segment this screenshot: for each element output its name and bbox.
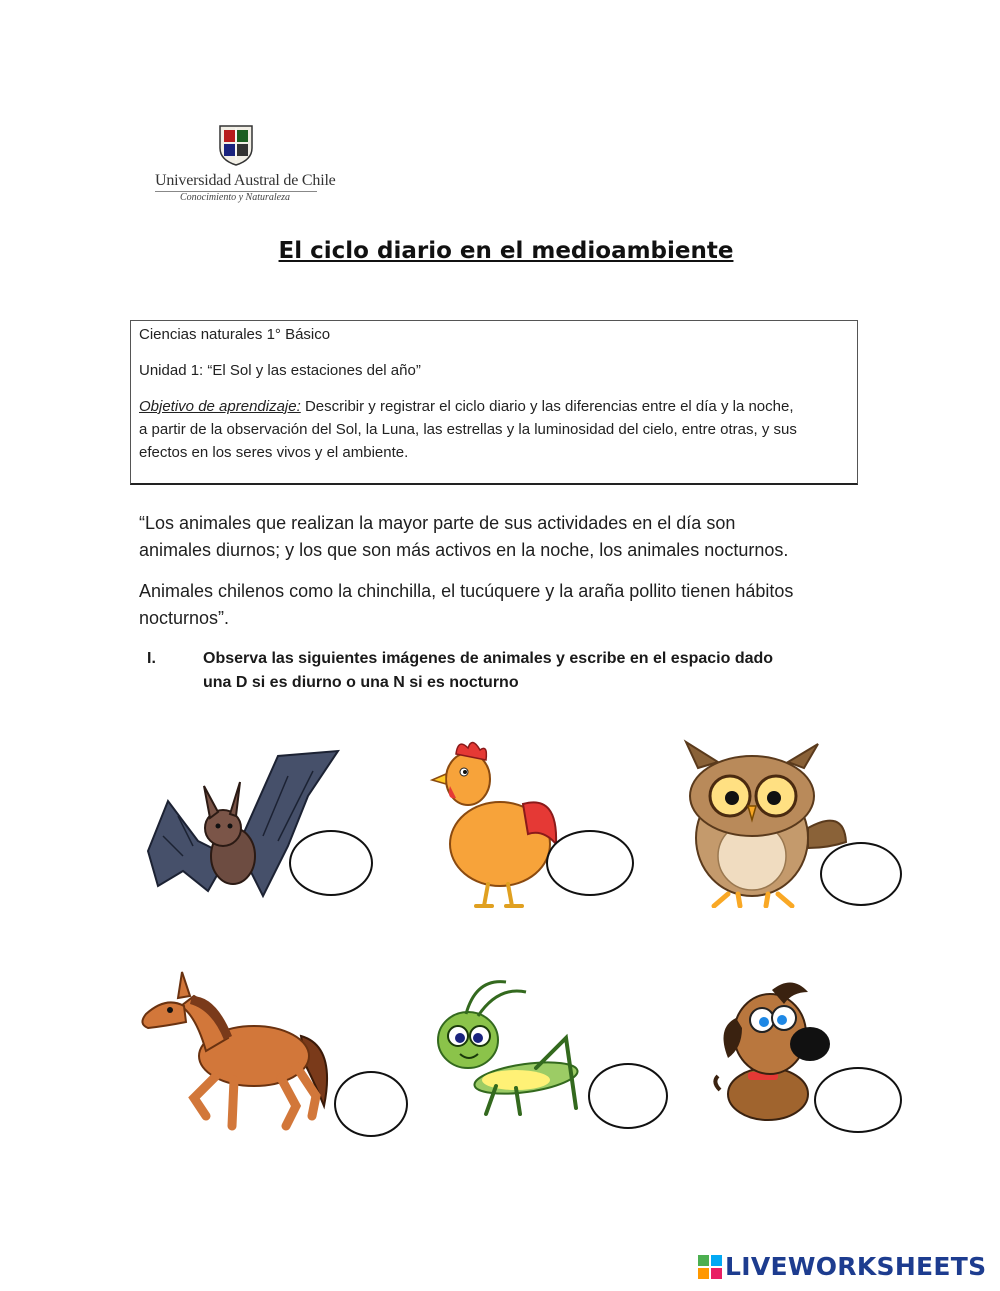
answer-circle-bat[interactable] bbox=[289, 830, 373, 896]
paragraph-2-line-2: nocturnos”. bbox=[139, 608, 230, 628]
answer-circle-owl[interactable] bbox=[820, 842, 902, 906]
liveworksheets-logo-icon bbox=[698, 1255, 722, 1279]
objective-label: Objetivo de aprendizaje: bbox=[139, 398, 301, 415]
objective-line bbox=[139, 398, 794, 415]
answer-circle-horse[interactable] bbox=[334, 1071, 408, 1137]
objective-text-2: a partir de la observación del Sol, la Luna, las estrellas y la luminosidad del cielo, entre otras, y sus bbox=[139, 421, 797, 438]
paragraph-1-line-1: “Los animales que realizan la mayor parte de sus actividades en el día son bbox=[139, 513, 736, 533]
university-name: Universidad Austral de Chile bbox=[155, 172, 336, 189]
objective-text-1: Describir y registrar el ciclo diario y las diferencias entre el día y la noche, bbox=[300, 398, 794, 415]
liveworksheets-brand bbox=[698, 1252, 986, 1281]
horse-icon bbox=[136, 966, 336, 1136]
page-title: El ciclo diario en el medioambiente bbox=[278, 238, 734, 264]
university-crest-icon bbox=[218, 124, 254, 166]
paragraph-1-line-2: animales diurnos; y los que son más activos en la noche, los animales nocturnos. bbox=[139, 540, 789, 560]
instruction-line-1: Observa las siguientes imágenes de animales y escribe en el espacio dado bbox=[203, 650, 774, 667]
hen-icon bbox=[428, 734, 560, 910]
subject-line: Ciencias naturales 1° Básico bbox=[139, 326, 331, 343]
instruction-number: I. bbox=[147, 650, 156, 667]
paragraph-2-line-1: Animales chilenos como la chinchilla, el tucúquere y la araña pollito tienen hábitos bbox=[139, 581, 794, 601]
answer-circle-hen[interactable] bbox=[546, 830, 634, 896]
university-tagline: Conocimiento y Naturaleza bbox=[180, 192, 290, 203]
answer-circle-grasshopper[interactable] bbox=[588, 1063, 668, 1129]
instruction-line-2: una D si es diurno o una N si es nocturno bbox=[203, 674, 519, 691]
unit-line: Unidad 1: “El Sol y las estaciones del año” bbox=[139, 362, 421, 379]
objective-text-3: efectos en los seres vivos y el ambiente. bbox=[139, 444, 409, 461]
grasshopper-icon bbox=[426, 978, 584, 1120]
answer-circle-dog[interactable] bbox=[814, 1067, 902, 1133]
brand-text: LIVEWORKSHEETS bbox=[725, 1252, 987, 1281]
